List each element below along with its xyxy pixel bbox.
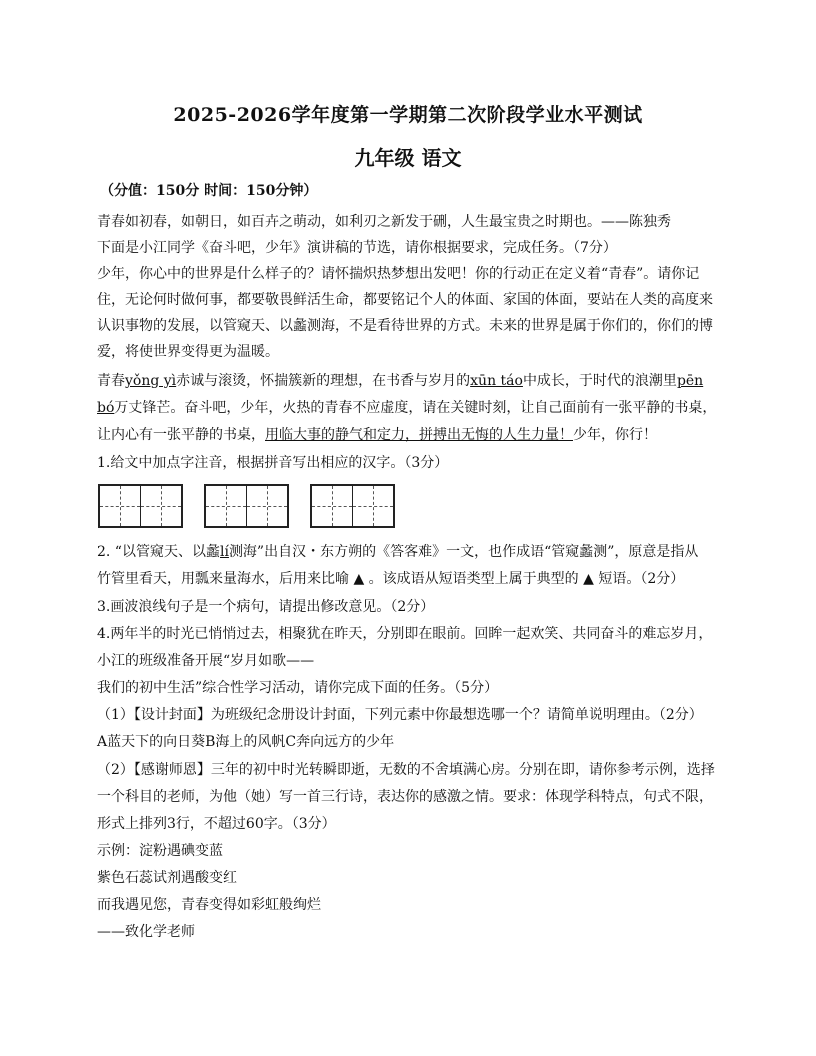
answer-box-group-3[interactable]	[310, 484, 395, 528]
pinyin-li: lí	[219, 544, 229, 560]
pinyin-pen: pēn	[676, 373, 704, 389]
answer-cell[interactable]	[206, 486, 247, 526]
answer-cell[interactable]	[100, 486, 141, 526]
text-segment: 万丈锋芒。奋斗吧，少年，火热的青春不应虚度，请在关键时刻，让自己面前有一张平静的书桌，	[114, 400, 717, 416]
example-line2: 紫色石蕊试剂遇酸变红	[97, 870, 237, 886]
passage-p2-line1	[97, 370, 722, 390]
question-4-1-options: A蓝天下的向日葵B海上的风帆C奔向远方的少年	[97, 734, 395, 750]
example-line4: ——致化学老师	[97, 924, 195, 940]
text-segment: 中成长，于时代的浪潮里	[522, 373, 677, 389]
pinyin-xuntao: xūn táo	[470, 373, 523, 389]
question-2-line1	[97, 541, 722, 561]
answer-cell[interactable]	[353, 486, 393, 526]
passage-p1-line1: 少年，你心中的世界是什么样子的？请怀揣炽热梦想出发吧！你的行动正在定义着“青春”。请你记	[97, 266, 700, 282]
passage-p1-line3: 认识事物的发展，以管窥天、以蠡测海，不是看待世界的方式。未来的世界是属于你们的，你们的博	[97, 318, 713, 334]
pinyin-bo: bó	[97, 400, 115, 416]
question-3: 3.画波浪线句子是一个病句，请提出修改意见。（2分）	[97, 599, 435, 615]
text-segment: 让内心有一张平静的书桌，	[97, 427, 265, 443]
question-4-line2: 小江的班级准备开展“岁月如歌——	[97, 653, 315, 669]
question-4-1-line1: （1）【设计封面】为班级纪念册设计封面，下列元素中你最想选哪一个？请简单说明理由。（2分）	[97, 707, 703, 723]
exam-subtitle: 九年级 语文	[354, 146, 462, 170]
text-segment: 测海”出自汉・东方朔的《答客难》一文，也作成语“管窥蠡测”，原意是指从	[228, 544, 699, 560]
passage-p1-line2: 住，无论何时做何事，都要敬畏鲜活生命，都要铭记个人的体面、家国的体面，要站在人类的高度来	[97, 292, 713, 308]
question-1: 1.给文中加点字注音，根据拼音写出相应的汉字。（3分）	[97, 455, 449, 471]
text-segment: 2. “以管窥天、以蠡	[97, 544, 220, 560]
exam-title: 2025-2026学年度第一学期第二次阶段学业水平测试	[173, 104, 643, 126]
answer-cell[interactable]	[141, 486, 181, 526]
text-segment: 青春	[97, 373, 125, 389]
answer-box-group-2[interactable]	[204, 484, 289, 528]
text-segment: 赤诚与滚烫，怀揣簇新的理想，在书香与岁月的	[176, 373, 471, 389]
example-line1: 示例：淀粉遇碘变蓝	[97, 843, 223, 859]
passage-p2-line2	[97, 397, 722, 417]
question-4-line3: 我们的初中生活”综合性学习活动，请你完成下面的任务。（5分）	[97, 680, 499, 696]
text-segment: 少年，你行！	[573, 427, 657, 443]
example-line3: 而我遇见您，青春变得如彩虹般绚烂	[97, 897, 321, 913]
answer-box-group-1[interactable]	[98, 484, 183, 528]
passage-p2-line3	[97, 424, 722, 444]
pinyin-yongyi: yǒng yì	[125, 373, 177, 389]
question-2-line2: 竹管里看天，用瓢来量海水，后用来比喻 ▲ 。该成语从短语类型上属于典型的 ▲ 短语。（2分）	[97, 571, 685, 587]
intro-line: 下面是小江同学《奋斗吧，少年》演讲稿的节选，请你根据要求，完成任务。（7分）	[97, 240, 617, 256]
question-4-2-line3: 形式上排列3行，不超过60字。（3分）	[97, 816, 336, 832]
question-4-2-line2: 一个科目的老师，为他（她）写一首三行诗，表达你的感激之情。要求：体现学科特点，句式不限，	[97, 789, 713, 805]
question-4-2-line1: （2）【感谢师恩】三年的初中时光转瞬即逝，无数的不舍填满心房。分别在即，请你参考示例，选择	[97, 762, 715, 778]
answer-cell[interactable]	[312, 486, 353, 526]
question-4-line1: 4.两年半的时光已悄悄过去，相聚犹在昨天，分别即在眼前。回眸一起欢笑、共同奋斗的难忘岁月，	[97, 626, 713, 642]
wavy-underlined-sentence: 用临大事的静气和定力，拼搏出无悔的人生力量！	[265, 427, 573, 443]
answer-cell[interactable]	[247, 486, 287, 526]
passage-p1-line4: 爱，将使世界变得更为温暖。	[97, 344, 279, 360]
score-time-line: （分值：150分 时间：150分钟）	[100, 183, 318, 199]
quote-line: 青春如初春，如朝日，如百卉之萌动，如利刃之新发于硎，人生最宝贵之时期也。——陈独秀	[97, 214, 671, 230]
